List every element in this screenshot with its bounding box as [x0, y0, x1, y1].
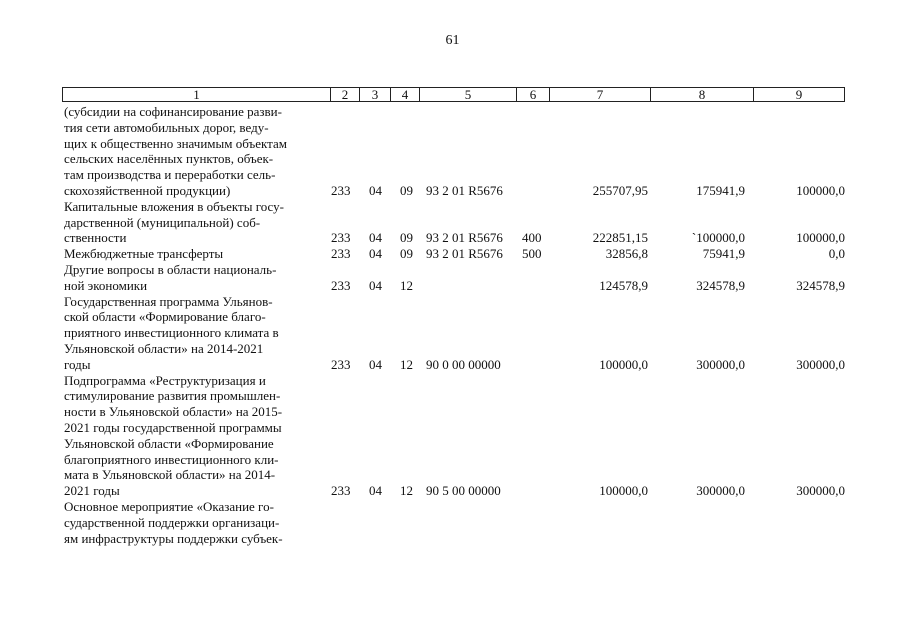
header-col-1: 1: [63, 88, 331, 101]
cell-c2: 233: [331, 230, 351, 246]
header-col-8: 8: [651, 88, 754, 101]
description-line: мата в Ульяновской области» на 2014-: [64, 467, 276, 483]
cell-c2: 233: [331, 356, 351, 372]
row-description: [64, 262, 326, 294]
header-col-3: 3: [360, 88, 391, 101]
description-line: там производства и переработки сель-: [64, 167, 276, 183]
description-line: ности в Ульяновской области» на 2015-: [64, 404, 283, 420]
cell-c5: 90 0 00 00000: [426, 356, 501, 372]
row-description: [64, 199, 326, 246]
cell-c7: 32856,8: [605, 246, 648, 262]
cell-c8: 175941,9: [696, 183, 745, 198]
cell-c8: 324578,9: [696, 277, 745, 293]
header-col-7: 7: [550, 88, 651, 101]
cell-c6: 500: [522, 246, 542, 262]
row-description: [64, 499, 326, 546]
header-col-5: 5: [420, 88, 517, 101]
cell-c9: 300000,0: [796, 483, 845, 499]
cell-c8: 300000,0: [696, 483, 745, 499]
cell-c9: 100000,0: [796, 230, 845, 246]
header-col-4: 4: [391, 88, 420, 101]
cell-c3: 04: [369, 356, 382, 372]
cell-c2: 233: [331, 246, 351, 262]
description-line: Капитальные вложения в объекты госу-: [64, 198, 284, 214]
cell-c2: 233: [331, 183, 351, 198]
cell-c2: 233: [331, 483, 351, 499]
cell-c4: 12: [400, 277, 413, 293]
description-line: Другие вопросы в области националь-: [64, 262, 277, 277]
cell-c7: 124578,9: [599, 277, 648, 293]
description-line: 2021 годы: [64, 483, 120, 499]
cell-c9: 0,0: [828, 246, 845, 262]
header-col-2: 2: [331, 88, 360, 101]
description-line: скохозяйственной продукции): [64, 182, 231, 198]
cell-c3: 04: [369, 277, 382, 293]
description-line: ям инфраструктуры поддержки субъек-: [64, 530, 283, 546]
cell-c7: 100000,0: [599, 483, 648, 499]
description-line: щих к общественно значимым объектам: [64, 135, 287, 151]
description-line: Ульяновской области» на 2014-2021: [64, 340, 264, 356]
cell-c3: 04: [369, 183, 382, 198]
cell-c8: 75941,9: [702, 246, 745, 262]
description-line: дарственной (муниципальной) соб-: [64, 214, 261, 230]
cell-c7: 222851,15: [592, 230, 648, 246]
description-line: годы: [64, 356, 91, 372]
description-line: благоприятного инвестиционного кли-: [64, 451, 279, 467]
cell-c5: 93 2 01 R5676: [426, 246, 503, 262]
row-description: [64, 104, 326, 199]
cell-c4: 09: [400, 230, 413, 246]
cell-c3: 04: [369, 483, 382, 499]
cell-c4: 12: [400, 356, 413, 372]
cell-c9: 324578,9: [796, 277, 845, 293]
cell-c4: 12: [400, 483, 413, 499]
description-line: стимулирование развития промышлен-: [64, 388, 281, 404]
cell-c7: 100000,0: [599, 356, 648, 372]
cell-c2: 233: [331, 277, 351, 293]
description-line: приятного инвестиционного климата в: [64, 325, 279, 341]
description-line: сельских населённых пунктов, объек-: [64, 151, 274, 167]
table-header: [62, 87, 845, 102]
cell-c6: 400: [522, 230, 542, 246]
description-line: Государственная программа Ульянов-: [64, 293, 273, 309]
cell-c5: 93 2 01 R5676: [426, 230, 503, 246]
header-col-9: 9: [795, 87, 803, 102]
description-line: сударственной поддержки организаци-: [64, 514, 280, 530]
cell-c9: 300000,0: [796, 356, 845, 372]
description-line: тия сети автомобильных дорог, веду-: [64, 119, 269, 135]
header-col-6: 6: [517, 88, 550, 101]
row-description: [64, 246, 326, 262]
row-description: [64, 294, 326, 373]
cell-c7: 255707,95: [592, 183, 648, 198]
row-description: [64, 373, 326, 499]
cell-c5: 93 2 01 R5676: [426, 183, 503, 198]
description-line: ственности: [64, 230, 127, 246]
cell-c4: 09: [400, 246, 413, 262]
cell-c3: 04: [369, 246, 382, 262]
cell-c8: `100000,0: [691, 230, 745, 246]
cell-c8: 300000,0: [696, 356, 745, 372]
cell-c3: 04: [369, 230, 382, 246]
description-line: (субсидии на софинансирование разви-: [64, 104, 282, 119]
description-line: Подпрограмма «Реструктуризация и: [64, 372, 266, 388]
description-line: ной экономики: [64, 277, 148, 293]
cell-c4: 09: [400, 183, 413, 198]
page-number: 61: [445, 33, 460, 48]
description-line: ской области «Формирование благо-: [64, 309, 266, 325]
description-line: 2021 годы государственной программы: [64, 419, 282, 435]
description-line: Ульяновской области «Формирование: [64, 435, 274, 451]
cell-c5: 90 5 00 00000: [426, 483, 501, 499]
description-line: Основное мероприятие «Оказание го-: [64, 499, 274, 514]
cell-c9: 100000,0: [796, 183, 845, 198]
description-line: Межбюджетные трансферты: [64, 246, 224, 262]
